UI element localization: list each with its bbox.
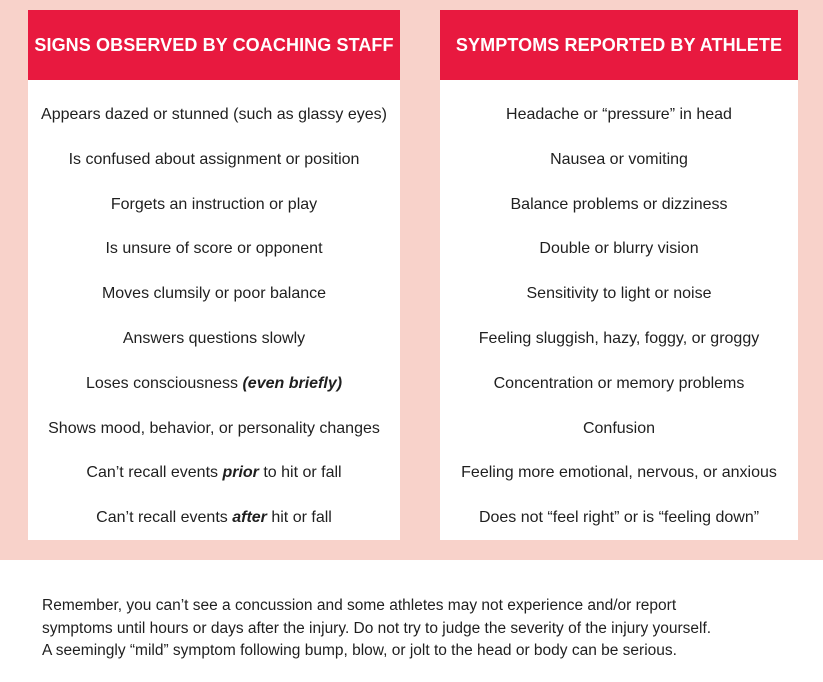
- symptom-item-text: Balance problems or dizziness: [510, 195, 728, 213]
- sign-item-text: to hit or fall: [258, 464, 342, 482]
- symptom-item-text: Confusion: [582, 419, 656, 437]
- footer-note: [42, 595, 802, 663]
- sign-item-text: Is unsure of score or opponent: [105, 240, 323, 258]
- sign-item-text: Appears dazed or stunned (such as glassy eyes): [41, 106, 387, 123]
- symptom-item-text: Sensitivity to light or noise: [526, 285, 712, 303]
- sign-item: [28, 374, 400, 394]
- sign-item-text: after: [232, 509, 267, 527]
- symptom-item-text: Double or blurry vision: [539, 240, 699, 258]
- footer-line: A seemingly “mild” symptom following bump, blow, or jolt to the head or body can be serious.: [42, 642, 677, 659]
- footer-line: Remember, you can’t see a concussion and some athletes may not experience and/or report: [42, 597, 677, 614]
- symptom-item: [440, 374, 798, 394]
- symptom-item: [440, 508, 798, 528]
- sign-item: [28, 150, 400, 170]
- symptom-item: [440, 419, 798, 439]
- sign-item-text: Shows mood, behavior, or personality changes: [48, 419, 380, 437]
- sign-item-text: Answers questions slowly: [122, 330, 306, 347]
- sign-item: [28, 284, 400, 304]
- sign-item-text: Can’t recall events: [86, 464, 223, 482]
- symptom-item: [440, 329, 798, 349]
- sign-item: [28, 105, 400, 125]
- sign-item: [28, 239, 400, 259]
- sign-item-text: hit or fall: [266, 509, 332, 527]
- symptom-item-text: Concentration or memory problems: [493, 374, 745, 392]
- symptom-item: [440, 105, 798, 125]
- symptom-item-text: Headache or “pressure” in head: [506, 106, 732, 123]
- symptom-item-text: Feeling sluggish, hazy, foggy, or groggy: [478, 330, 760, 347]
- sign-item-text: Moves clumsily or poor balance: [101, 285, 327, 303]
- footer-line: symptoms until hours or days after the injury. Do not try to judge the severity of the injury yourself.: [42, 619, 712, 637]
- signs-header: SIGNS OBSERVED BY COACHING STAFF: [28, 10, 400, 80]
- sign-item: [28, 419, 400, 439]
- symptom-item: [440, 195, 798, 215]
- sign-item: [28, 508, 400, 528]
- sign-item-text: prior: [222, 464, 259, 482]
- symptoms-header: SYMPTOMS REPORTED BY ATHLETE: [440, 10, 798, 80]
- symptoms-column: [440, 10, 798, 540]
- symptom-item: [440, 150, 798, 170]
- symptom-item: [440, 239, 798, 259]
- symptom-item: [440, 284, 798, 304]
- symptom-item-text: Does not “feel right” or is “feeling down”: [478, 509, 760, 527]
- sign-item-text: Can’t recall events: [96, 509, 233, 527]
- sign-item-text: Forgets an instruction or play: [110, 195, 318, 213]
- symptom-item: [440, 463, 798, 483]
- symptom-item-text: Nausea or vomiting: [550, 150, 688, 168]
- symptom-item-text: Feeling more emotional, nervous, or anxious: [461, 464, 777, 482]
- sign-item: [28, 329, 400, 349]
- sign-item: [28, 463, 400, 483]
- sign-item-text: Is confused about assignment or position: [68, 150, 360, 168]
- sign-item-text: (even briefly): [242, 374, 343, 392]
- signs-column: [28, 10, 400, 540]
- sign-item-text: Loses consciousness: [85, 374, 243, 392]
- sign-item: [28, 195, 400, 215]
